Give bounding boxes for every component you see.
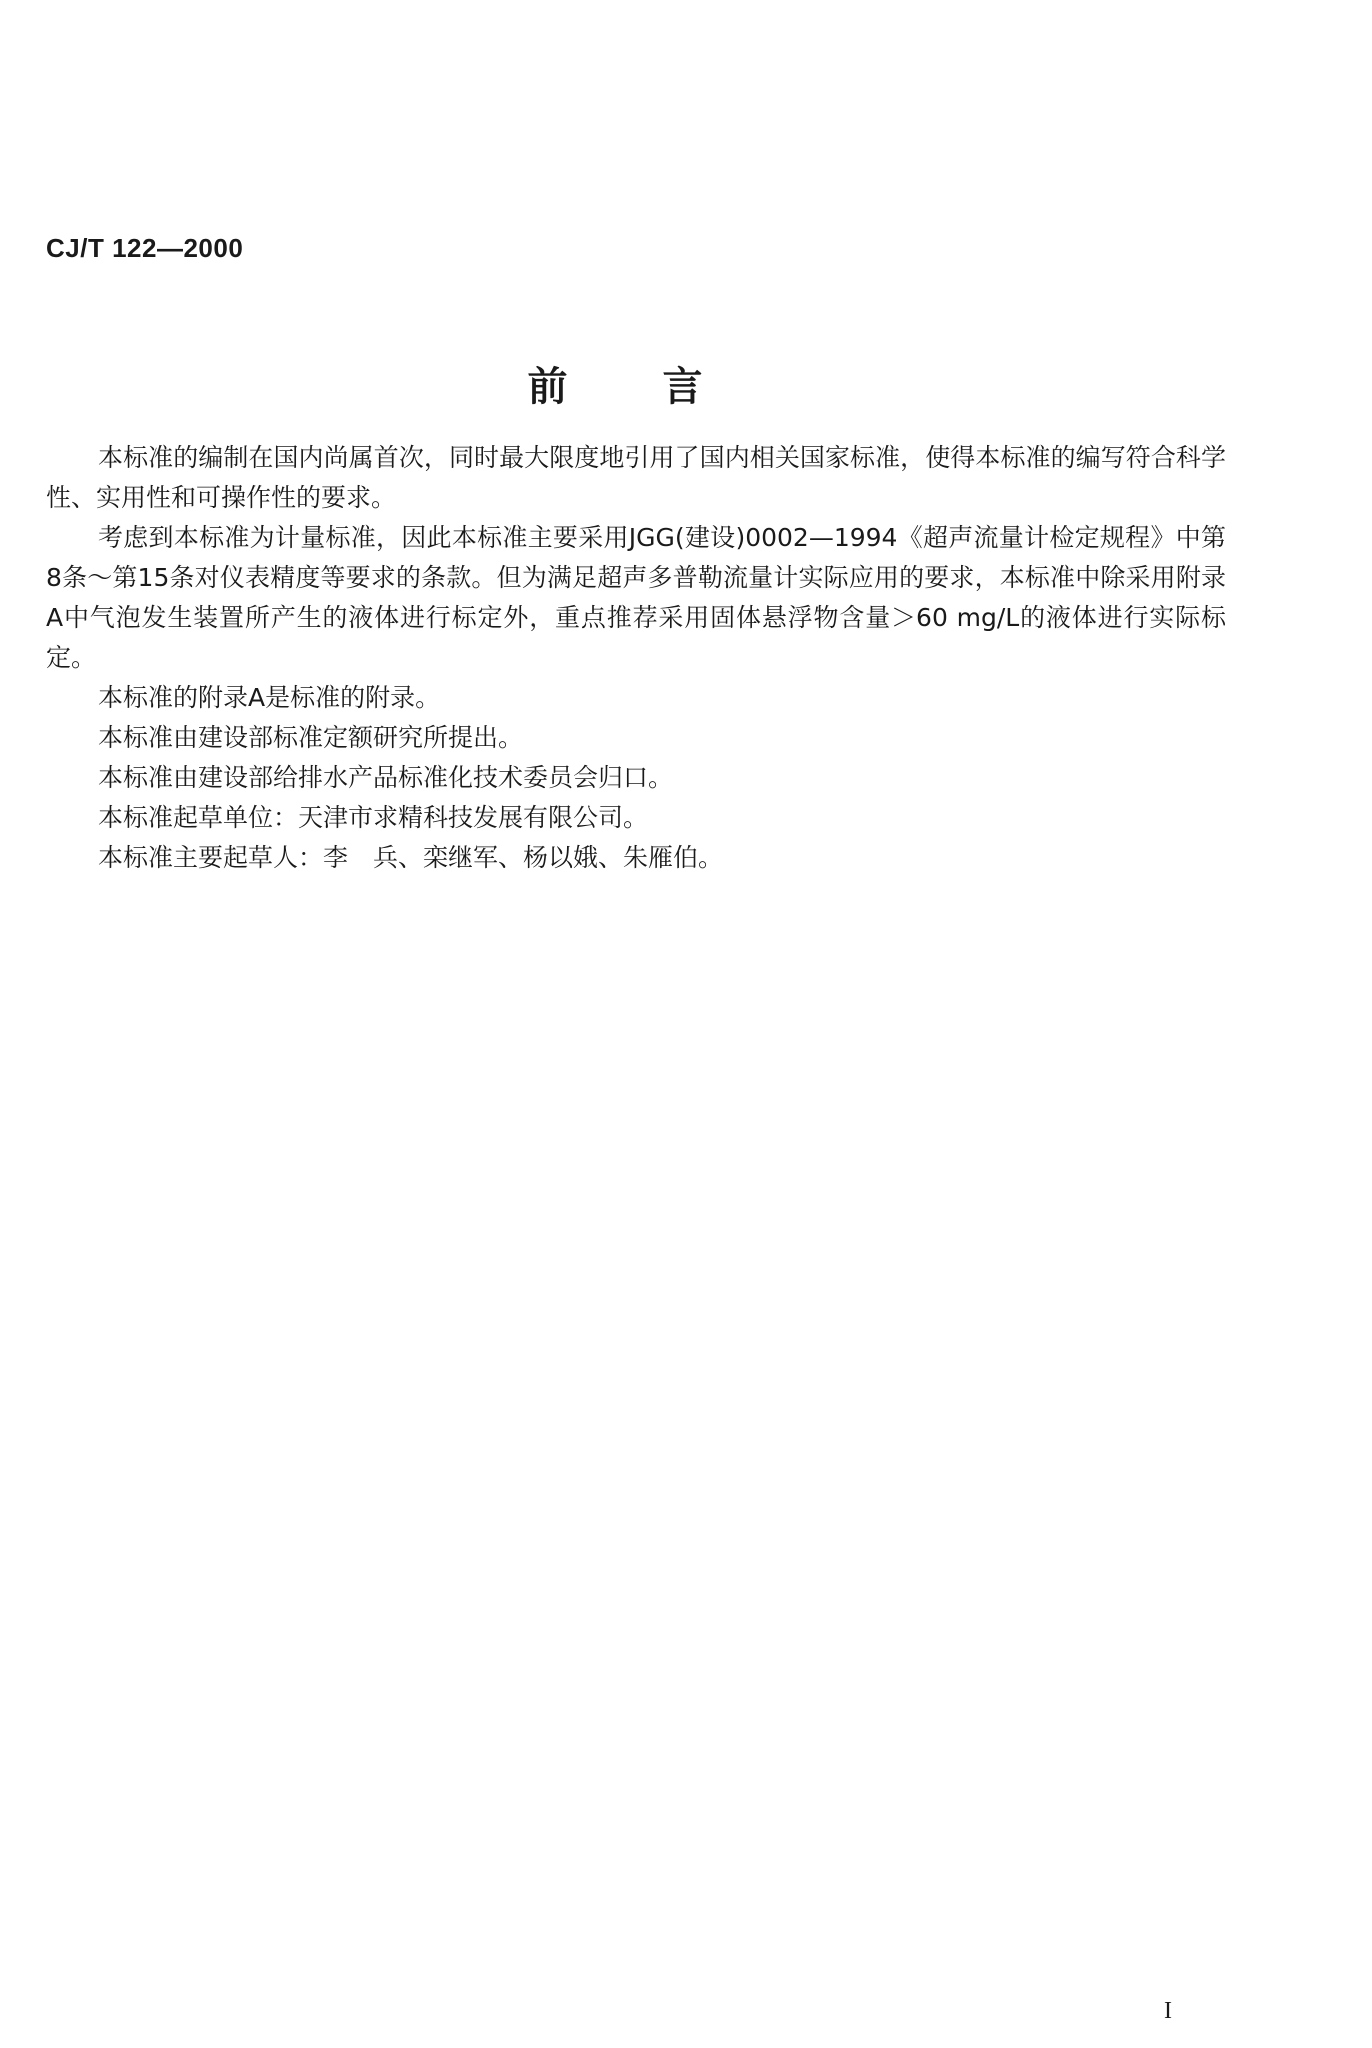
page-number: I [1164, 1998, 1172, 2024]
paragraph-2: 考虑到本标准为计量标准，因此本标准主要采用JGG(建设)0002—1994《超声流量计检定规程》中第8条～第15条对仪表精度等要求的条款。但为满足超声多普勒流量计实际应用的要求，本标准中除采用附录A中气泡发生装置所产生的液体进行标定外，重点推荐采用固体悬浮物含量＞60 mg/L的液体进行实际标定。 [46, 523, 1226, 672]
paragraph-1: 本标准的编制在国内尚属首次，同时最大限度地引用了国内相关国家标准，使得本标准的编写符合科学性、实用性和可操作性的要求。 [46, 443, 1226, 512]
page-title: 前言 [527, 364, 798, 410]
foreword-body [46, 438, 1226, 878]
paragraph-4: 本标准由建设部标准定额研究所提出。 [98, 723, 524, 752]
paragraph-3: 本标准的附录A是标准的附录。 [98, 683, 441, 712]
paragraph-5: 本标准由建设部给排水产品标准化技术委员会归口。 [98, 763, 674, 792]
paragraph-7: 本标准主要起草人：李 兵、栾继军、杨以娥、朱雁伯。 [98, 843, 724, 872]
document-code: CJ/T 122—2000 [46, 233, 244, 263]
paragraph-6: 本标准起草单位：天津市求精科技发展有限公司。 [98, 803, 649, 832]
